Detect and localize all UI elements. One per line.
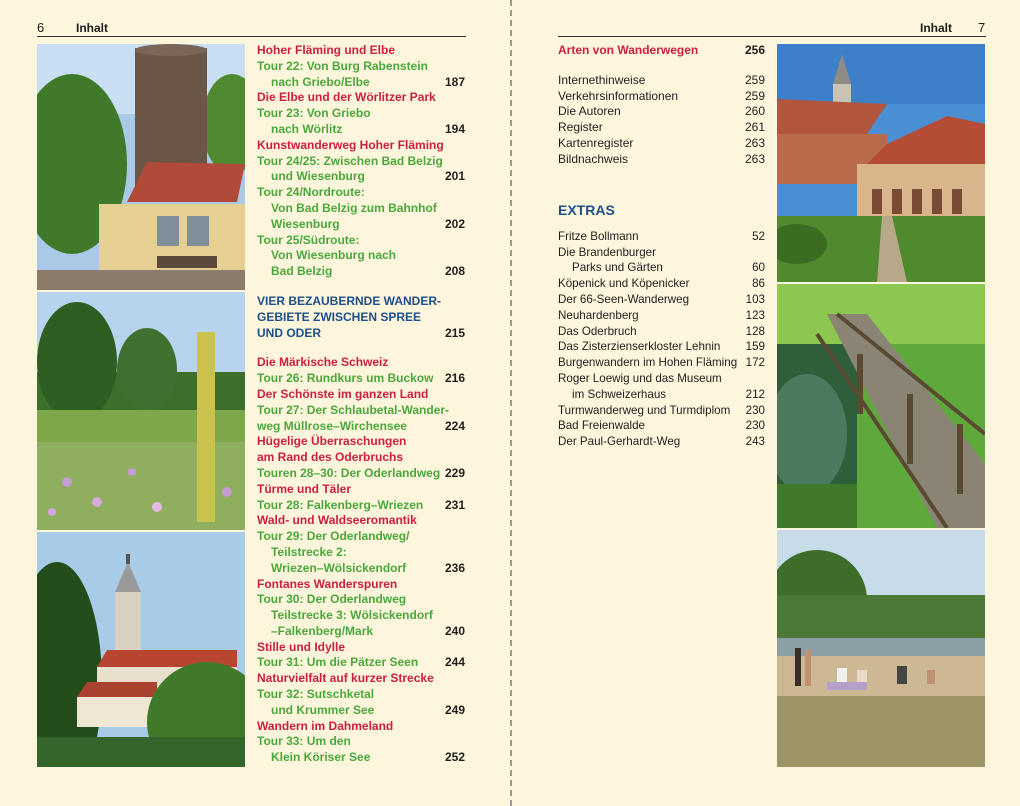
- toc-entry[interactable]: Bad Belzig 208: [271, 264, 465, 279]
- toc-entry[interactable]: Tour 26: Rundkurs um Buckow 216: [257, 371, 465, 386]
- extras-entry[interactable]: Turmwanderweg und Turmdiplom 230: [558, 403, 765, 417]
- toc-page-number: 243: [745, 435, 765, 449]
- toc-entry[interactable]: nach Griebo/Elbe 187: [271, 74, 465, 89]
- toc-entry[interactable]: Tour 29: Der Oderlandweg/: [257, 529, 410, 544]
- toc-entry[interactable]: Die Autoren 260: [558, 104, 765, 119]
- toc-entry[interactable]: Bildnachweis 263: [558, 151, 765, 166]
- toc-page-number: 52: [752, 229, 765, 243]
- extras-entry[interactable]: Burgenwandern im Hohen Fläming 172: [558, 356, 765, 370]
- toc-page-number: 263: [744, 151, 765, 166]
- extras-entry[interactable]: Die Brandenburger: [558, 245, 656, 259]
- spacer: [257, 280, 465, 294]
- header-rule: [558, 36, 986, 37]
- toc-entry[interactable]: Wandern im Dahmeland: [257, 718, 394, 733]
- toc-entry[interactable]: Tour 27: Der Schlaubetal-Wander-: [257, 402, 450, 417]
- toc-entry[interactable]: Arten von Wanderwegen 256: [558, 43, 765, 57]
- toc-entry[interactable]: und Wiesenburg 201: [271, 169, 465, 184]
- extras-entry[interactable]: Roger Loewig und das Museum: [558, 371, 722, 385]
- toc-entry[interactable]: Teilstrecke 2:: [271, 544, 347, 559]
- toc-page-number: 230: [745, 403, 765, 417]
- toc-entry[interactable]: Von Bad Belzig zum Bahnhof: [271, 200, 437, 215]
- toc-page-number: 215: [444, 325, 465, 340]
- photo-monastery: [777, 44, 985, 282]
- toc-page-number: 263: [744, 135, 765, 150]
- extras-entry[interactable]: Neuhardenberg 123: [558, 308, 765, 322]
- toc-chapter-heading[interactable]: VIER BEZAUBERNDE WANDER-: [257, 293, 442, 308]
- right-page: [512, 0, 1020, 806]
- extras-entry[interactable]: Der 66-Seen-Wanderweg 103: [558, 292, 765, 306]
- toc-entry[interactable]: Hügelige Überraschungen: [257, 434, 407, 449]
- toc-entry[interactable]: Klein Köriser See 252: [271, 750, 465, 765]
- page-number: 6: [37, 20, 45, 35]
- toc-entry[interactable]: Die Elbe und der Wörlitzer Park: [257, 90, 436, 105]
- toc-entry[interactable]: Kunstwanderweg Hoher Fläming: [257, 137, 444, 152]
- toc-page-number: 259: [744, 72, 765, 87]
- toc-entry[interactable]: Tour 25/Südroute:: [257, 232, 360, 247]
- toc-page-number: 256: [744, 43, 765, 57]
- toc-entry[interactable]: Wiesenburg 202: [271, 216, 465, 231]
- photo-castle-tower: [37, 44, 245, 290]
- toc-entry[interactable]: Türme und Täler: [257, 481, 352, 496]
- toc-page-number: 252: [444, 750, 465, 765]
- toc-entry[interactable]: Tour 30: Der Oderlandweg: [257, 592, 407, 607]
- toc-page-number: 123: [745, 308, 765, 322]
- toc-page-number: 194: [444, 121, 465, 136]
- header-rule: [37, 36, 466, 37]
- extras-list: [558, 203, 765, 450]
- toc-entry[interactable]: Der Schönste im ganzen Land: [257, 386, 429, 401]
- extras-entry[interactable]: Der Paul-Gerhardt-Weg 243: [558, 435, 765, 449]
- toc-left: [257, 43, 465, 766]
- photo-church-village: [37, 532, 245, 767]
- toc-page-number: 240: [444, 623, 465, 638]
- toc-entry[interactable]: Die Märkische Schweiz: [257, 355, 389, 370]
- extras-entry[interactable]: Das Zisterzienserkloster Lehnin 159: [558, 340, 765, 354]
- toc-entry[interactable]: Tour 24/Nordroute:: [257, 185, 365, 200]
- toc-entry[interactable]: Touren 28–30: Der Oderlandweg 229: [257, 465, 465, 480]
- toc-entry[interactable]: Internethinweise 259: [558, 72, 765, 87]
- toc-page-number: 229: [444, 465, 465, 480]
- toc-entry[interactable]: nach Wörlitz 194: [271, 121, 465, 136]
- toc-page-number: 236: [444, 560, 465, 575]
- toc-entry[interactable]: Register 261: [558, 120, 765, 135]
- toc-entry[interactable]: Naturvielfalt auf kurzer Strecke: [257, 671, 434, 686]
- toc-entry[interactable]: weg Müllrose–Wirchensee 224: [257, 418, 465, 433]
- toc-page-number: 260: [744, 104, 765, 119]
- toc-entry[interactable]: Tour 33: Um den: [257, 734, 351, 749]
- toc-page-number: 86: [752, 277, 765, 291]
- toc-page-number: 60: [752, 261, 765, 275]
- toc-page-number: 261: [744, 120, 765, 135]
- spacer: [558, 59, 765, 73]
- photo-meadow-flowers: [37, 292, 245, 530]
- toc-right: [558, 43, 765, 168]
- toc-page-number: 212: [745, 387, 765, 401]
- toc-page-number: 244: [444, 655, 465, 670]
- toc-entry[interactable]: Von Wiesenburg nach: [271, 248, 397, 263]
- toc-entry[interactable]: Tour 22: Von Burg Rabenstein: [257, 58, 428, 73]
- toc-page-number: 230: [745, 419, 765, 433]
- toc-entry[interactable]: am Rand des Oderbruchs: [257, 450, 404, 465]
- extras-entry[interactable]: Fritze Bollmann 52: [558, 229, 765, 243]
- toc-entry[interactable]: Verkehrsinformationen 259: [558, 88, 765, 103]
- toc-page-number: 231: [444, 497, 465, 512]
- toc-entry[interactable]: Tour 23: Von Griebo: [257, 106, 371, 121]
- extras-entry[interactable]: Köpenick und Köpenicker 86: [558, 277, 765, 291]
- toc-entry[interactable]: Wald- und Waldseeromantik: [257, 513, 417, 528]
- toc-entry[interactable]: Fontanes Wanderspuren: [257, 576, 398, 591]
- toc-page-number: 103: [745, 292, 765, 306]
- toc-page-number: 128: [745, 324, 765, 338]
- extras-entry[interactable]: Parks und Gärten 60: [572, 261, 765, 275]
- toc-entry[interactable]: –Falkenberg/Mark 240: [271, 623, 465, 638]
- toc-page-number: 259: [744, 88, 765, 103]
- extras-entry[interactable]: Bad Freienwalde 230: [558, 419, 765, 433]
- page-number: 7: [978, 20, 986, 35]
- extras-entry[interactable]: Das Oderbruch 128: [558, 324, 765, 338]
- extras-heading: EXTRAS: [558, 202, 615, 218]
- toc-chapter-heading[interactable]: GEBIETE ZWISCHEN SPREE: [257, 309, 422, 324]
- toc-page-number: 201: [444, 169, 465, 184]
- toc-entry[interactable]: Stille und Idylle: [257, 639, 346, 654]
- toc-entry[interactable]: Tour 32: Sutschketal: [257, 687, 375, 702]
- toc-entry[interactable]: Tour 28: Falkenberg–Wriezen 231: [257, 497, 465, 512]
- toc-page-number: 159: [745, 340, 765, 354]
- toc-entry[interactable]: Tour 31: Um die Pätzer Seen 244: [257, 655, 465, 670]
- toc-page-number: 216: [444, 371, 465, 386]
- toc-page-number: 202: [444, 216, 465, 231]
- toc-page-number: 172: [745, 356, 765, 370]
- spacer: [257, 341, 465, 355]
- toc-page-number: 208: [444, 264, 465, 279]
- toc-entry[interactable]: Hoher Fläming und Elbe: [257, 43, 396, 57]
- toc-page-number: 224: [444, 418, 465, 433]
- toc-entry[interactable]: Kartenregister 263: [558, 135, 765, 150]
- photo-wooden-bridge: [777, 284, 985, 528]
- toc-page-number: 249: [444, 702, 465, 717]
- toc-entry[interactable]: Teilstrecke 3: Wölsickendorf: [271, 608, 433, 623]
- toc-entry[interactable]: und Krummer See 249: [271, 702, 465, 717]
- toc-page-number: 187: [444, 74, 465, 89]
- toc-entry[interactable]: Tour 24/25: Zwischen Bad Belzig: [257, 153, 443, 168]
- toc-entry[interactable]: Wriezen–Wölsickendorf 236: [271, 560, 465, 575]
- photo-lake-beach: [777, 530, 985, 767]
- running-header: Inhalt: [76, 21, 108, 35]
- toc-chapter-heading[interactable]: UND ODER 215: [257, 325, 465, 340]
- running-header: Inhalt: [920, 21, 952, 35]
- extras-entry[interactable]: im Schweizerhaus 212: [572, 387, 765, 401]
